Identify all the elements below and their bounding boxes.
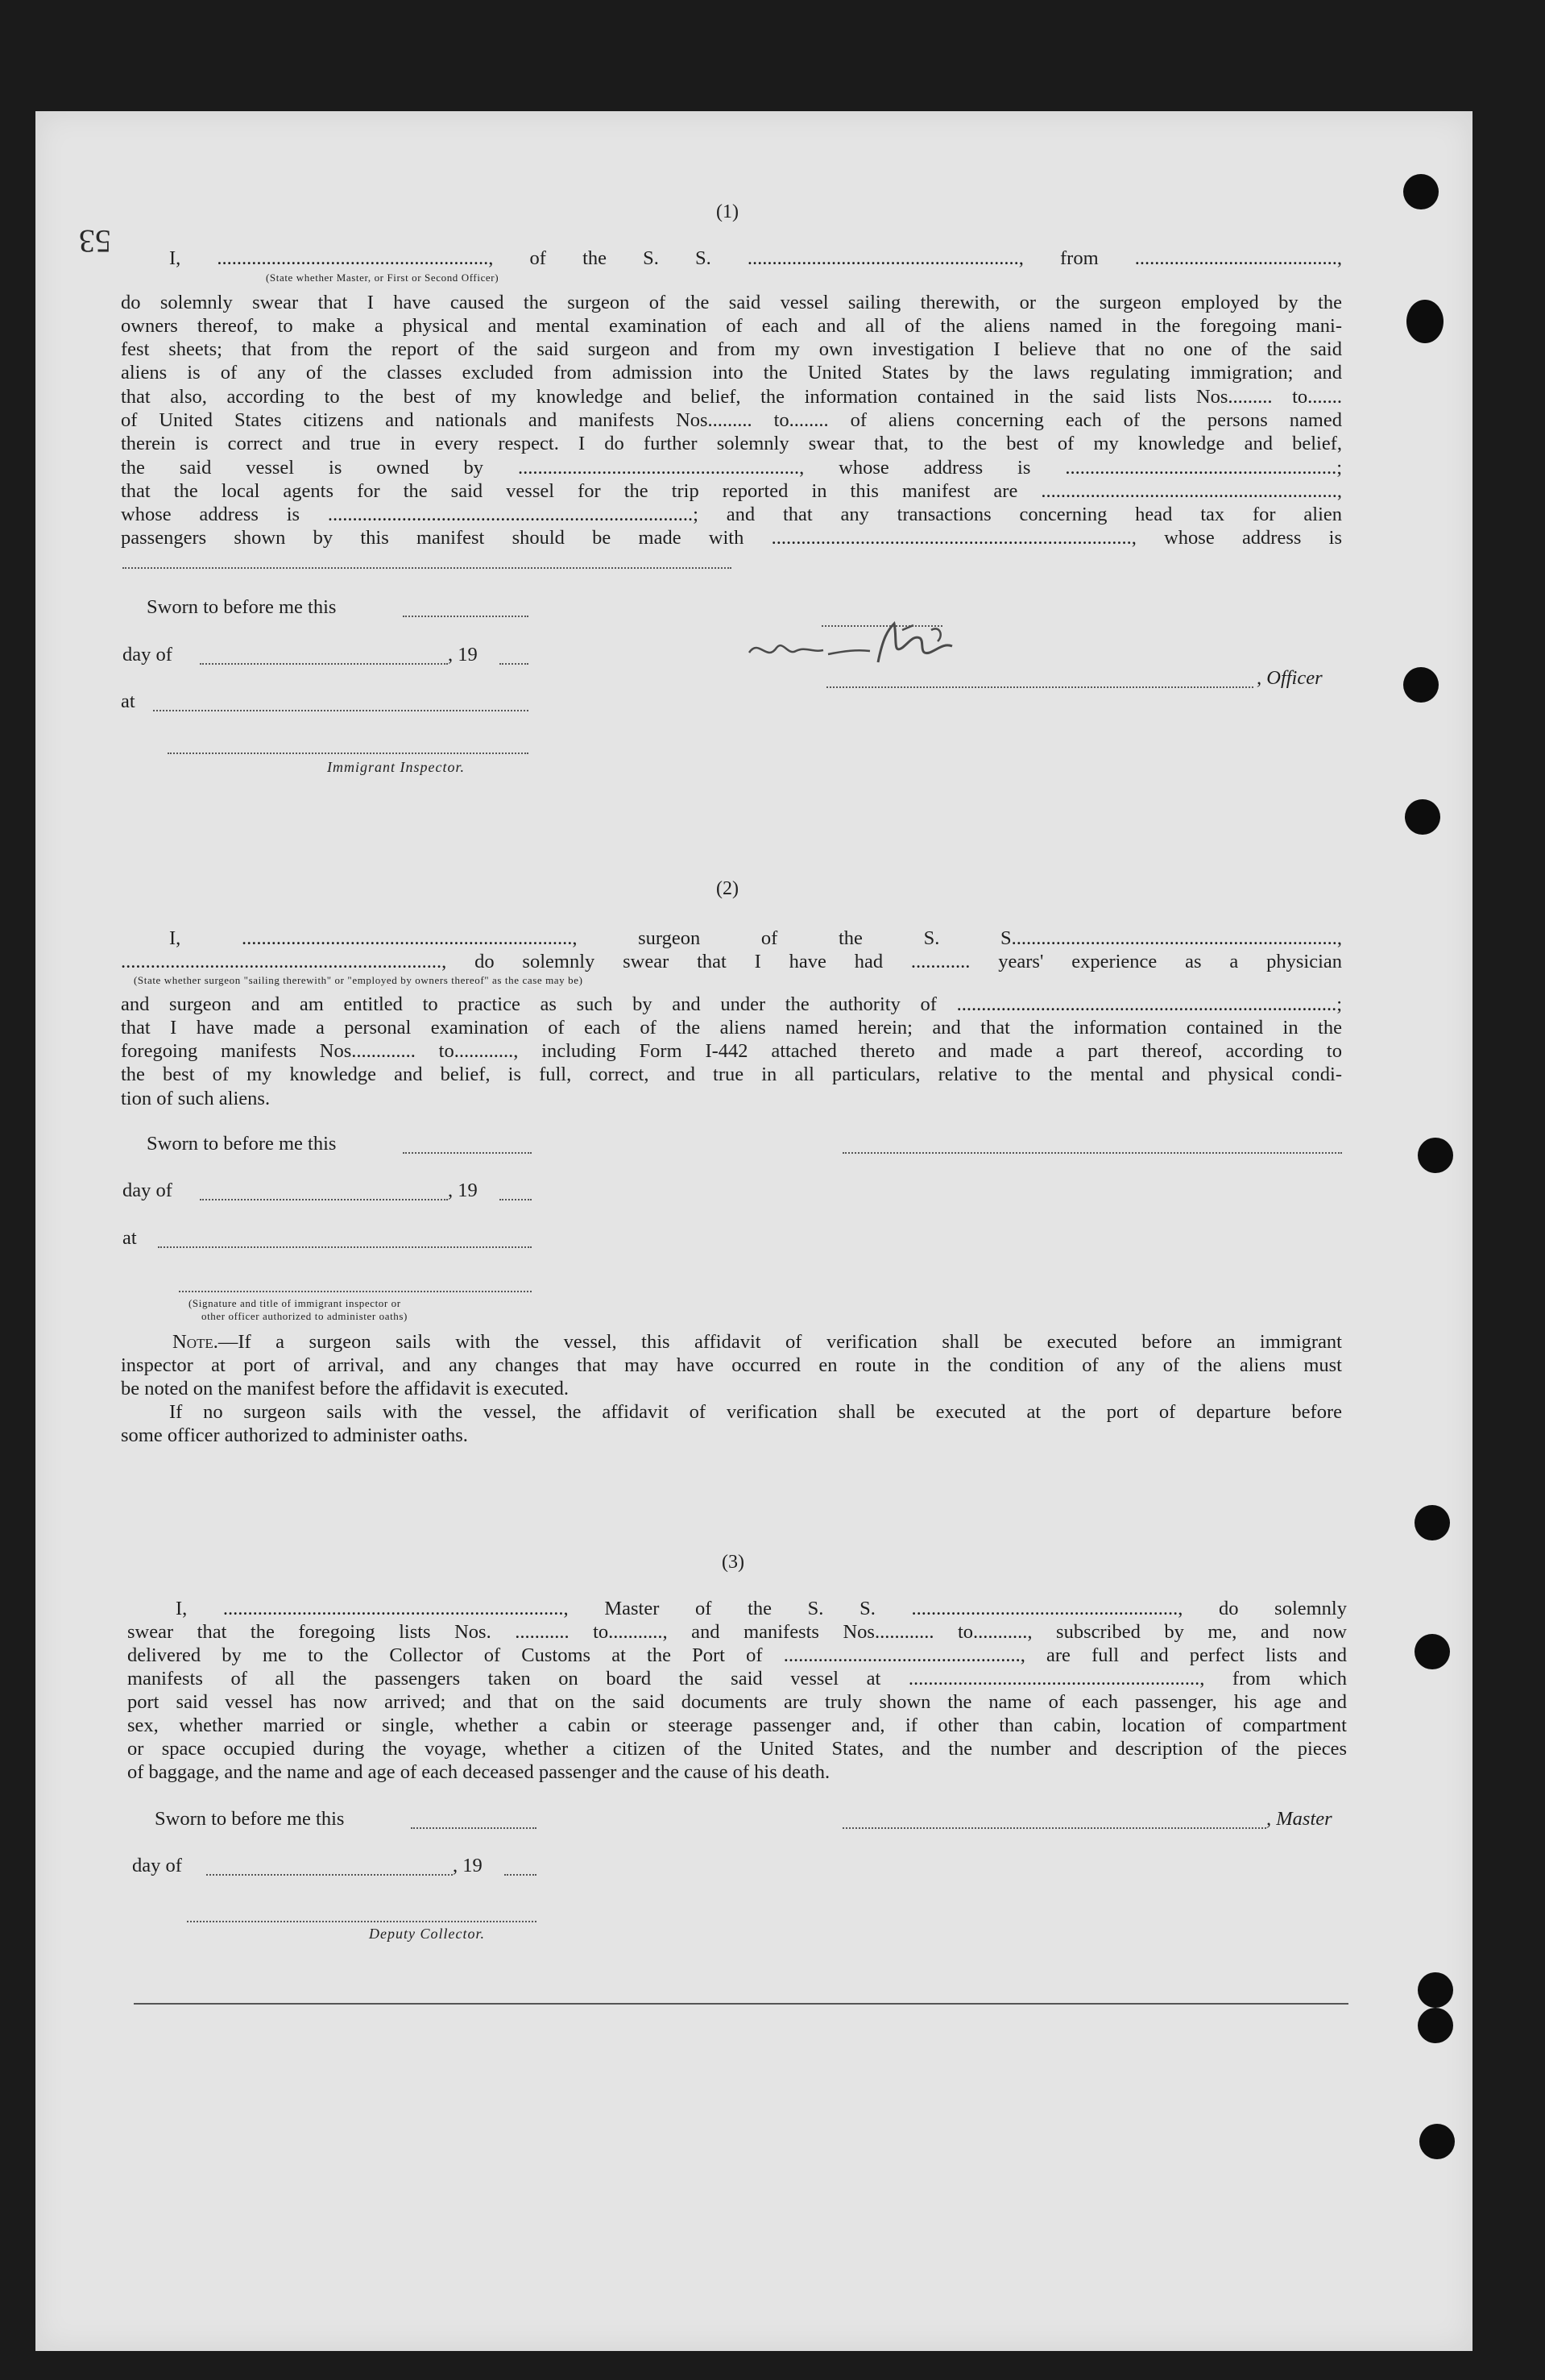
section-2-line: foregoing manifests Nos............. to............, including Form I-442 attached thereto and made a part thereof, according to xyxy=(121,1040,1342,1062)
section-1-year-field xyxy=(499,663,528,665)
section-2-number: (2) xyxy=(716,878,739,899)
section-3-sworn-label: Sworn to before me this xyxy=(155,1808,345,1830)
section-3-line: or space occupied during the voyage, whether a citizen of the United States, and the number and description of the pieces xyxy=(127,1738,1347,1760)
punch-hole-icon xyxy=(1405,799,1440,835)
section-2-line: tion of such aliens. xyxy=(121,1088,271,1109)
note-text: —If a surgeon sails with the vessel, this affidavit of verification shall be executed before an immigrant xyxy=(217,1331,1342,1353)
section-1-day-of-label: day of xyxy=(122,644,172,665)
section-3-line: port said vessel has now arrived; and that on the said documents are truly shown the name of each passenger, his age and xyxy=(127,1691,1347,1713)
section-3-sworn-date-field xyxy=(411,1827,536,1829)
section-1-line: the said vessel is owned by ........................................................., whose address is .......................................................; xyxy=(121,457,1342,479)
section-2-day-of-label: day of xyxy=(122,1180,172,1201)
section-2-at-label: at xyxy=(122,1227,137,1249)
section-3-collector-caption: Deputy Collector. xyxy=(369,1926,485,1942)
section-1-line: of United States citizens and nationals and manifests Nos......... to........ of aliens concerning each of the persons named xyxy=(121,409,1342,431)
section-2-line: I, ..................................................................., surgeon of the S. S.................................................................., xyxy=(169,927,1342,949)
section-2-line: that I have made a personal examination of each of the aliens named herein; and that the information contained in the xyxy=(121,1017,1342,1039)
punch-hole-icon xyxy=(1403,174,1439,209)
section-3-line: of baggage, and the name and age of each deceased passenger and the cause of his death. xyxy=(127,1761,830,1783)
section-2-signer-caption: other officer authorized to administer oaths) xyxy=(201,1310,408,1322)
section-2-sworn-date-field xyxy=(403,1152,532,1154)
section-2-note-line xyxy=(172,1330,1342,1354)
section-2-line: the best of my knowledge and belief, is full, correct, and true in all particulars, relative to the mental and physical condi- xyxy=(121,1064,1342,1085)
section-3-master-signature-line xyxy=(843,1827,1266,1829)
section-3-year-label: , 19 xyxy=(453,1855,483,1876)
punch-hole-icon xyxy=(1415,1634,1450,1669)
section-2-line: and surgeon and am entitled to practice as such by and under the authority of .............................................................................; xyxy=(121,993,1342,1015)
section-3-number: (3) xyxy=(722,1552,744,1573)
section-2-inspector-signature-line xyxy=(179,1291,532,1292)
section-1-line: do solemnly swear that I have caused the surgeon of the said vessel sailing therewith, or the surgeon employed by the xyxy=(121,292,1342,313)
section-1-line: fest sheets; that from the report of the said surgeon and from my own investigation I believe that no one of the said xyxy=(121,338,1342,360)
section-1-officer-signature-upper-line xyxy=(822,625,942,627)
officer-signature-icon xyxy=(741,606,1015,678)
section-1-line: that the local agents for the said vessel for the trip reported in this manifest are ............................................................, xyxy=(121,480,1342,502)
section-1-sub-caption: (State whether Master, or First or Second Officer) xyxy=(266,272,499,284)
section-1-year-label: , 19 xyxy=(448,644,478,665)
punch-hole-icon xyxy=(1418,2008,1453,2043)
section-3-line: swear that the foregoing lists Nos. ........... to..........., and manifests Nos............ to..........., subscribed by me, and now xyxy=(127,1621,1347,1643)
section-1-officer-label: , Officer xyxy=(1257,667,1323,689)
section-3-line: sex, whether married or single, whether a cabin or steerage passenger and, if other than cabin, location of compartment xyxy=(127,1715,1347,1736)
section-2-sub-caption: (State whether surgeon "sailing therewith" or "employed by owners thereof" as the case may be) xyxy=(134,974,583,986)
section-3-collector-signature-line xyxy=(187,1921,536,1922)
section-2-note2-line: If no surgeon sails with the vessel, the affidavit of verification shall be executed at the port of departure before xyxy=(169,1401,1342,1423)
section-1-line: whose address is ..........................................................................; and that any transactions concerning head tax for alien xyxy=(121,504,1342,525)
section-3-master-label: , Master xyxy=(1266,1808,1332,1830)
section-1-line: therein is correct and true in every respect. I do further solemnly swear that, to the best of my knowledge and belief, xyxy=(121,433,1342,454)
section-1-inspector-signature-line xyxy=(168,753,528,754)
punch-hole-icon xyxy=(1418,1138,1453,1173)
punch-hole-icon xyxy=(1403,667,1439,703)
section-1-sworn-label: Sworn to before me this xyxy=(147,596,337,618)
section-2-year-label: , 19 xyxy=(448,1180,478,1201)
section-2-sworn-label: Sworn to before me this xyxy=(147,1133,337,1155)
punch-hole-icon xyxy=(1419,2124,1455,2159)
section-2-note-line: be noted on the manifest before the affidavit is executed. xyxy=(121,1378,570,1399)
section-1-inspector-caption: Immigrant Inspector. xyxy=(327,759,465,775)
section-1-at-field xyxy=(153,710,528,711)
section-3-line: delivered by me to the Collector of Customs at the Port of ................................................, are full and perfect lists and xyxy=(127,1644,1347,1666)
section-2-line: ................................................................., do solemnly swear that I have had ............ years' experience as a physician xyxy=(121,951,1342,972)
section-1-fill-line xyxy=(122,567,731,569)
punch-hole-icon xyxy=(1406,300,1444,343)
section-3-day-of-label: day of xyxy=(132,1855,182,1876)
section-1-line: owners thereof, to make a physical and mental examination of each and all of the aliens named in the foregoing mani- xyxy=(121,315,1342,337)
section-2-note-line: inspector at port of arrival, and any changes that may have occurred en route in the condition of any of the aliens must xyxy=(121,1354,1342,1376)
margin-page-number: 53 xyxy=(79,223,111,259)
section-1-sworn-date-field xyxy=(403,616,528,617)
bottom-rule xyxy=(134,2003,1348,2005)
section-3-line: manifests of all the passengers taken on board the said vessel at ..........................................................., from which xyxy=(127,1668,1347,1690)
section-2-at-field xyxy=(158,1246,532,1248)
section-2-day-field xyxy=(200,1199,448,1200)
punch-hole-icon xyxy=(1418,1972,1453,2008)
section-2-note2-line: some officer authorized to administer oaths. xyxy=(121,1424,468,1446)
section-1-line: aliens is of any of the classes excluded from admission into the United States by the laws regulating immigration; and xyxy=(121,362,1342,384)
section-1-day-field xyxy=(200,663,448,665)
section-1-officer-signature-line xyxy=(826,686,1253,688)
section-2-surgeon-signature-line xyxy=(843,1152,1342,1154)
punch-hole-icon xyxy=(1415,1505,1450,1540)
section-1-line: passengers shown by this manifest should be made with ........................................................................., whose address is xyxy=(121,527,1342,549)
section-3-day-field xyxy=(206,1874,453,1876)
section-2-year-field xyxy=(499,1199,532,1200)
section-3-line: I, ....................................................................., Master of the S. S. ......................................................, do solemnly xyxy=(176,1598,1347,1619)
section-1-at-label: at xyxy=(121,690,135,712)
section-1-number: (1) xyxy=(716,201,739,222)
section-3-year-field xyxy=(504,1874,536,1876)
section-1-line: that also, according to the best of my knowledge and belief, the information contained in the said lists Nos......... to....... xyxy=(121,386,1342,408)
note-lead: Note. xyxy=(172,1331,218,1353)
section-1-line: I, ......................................................., of the S. S. ......................................................., from ........................................., xyxy=(169,247,1342,269)
section-2-signer-caption: (Signature and title of immigrant inspector or xyxy=(188,1297,401,1309)
